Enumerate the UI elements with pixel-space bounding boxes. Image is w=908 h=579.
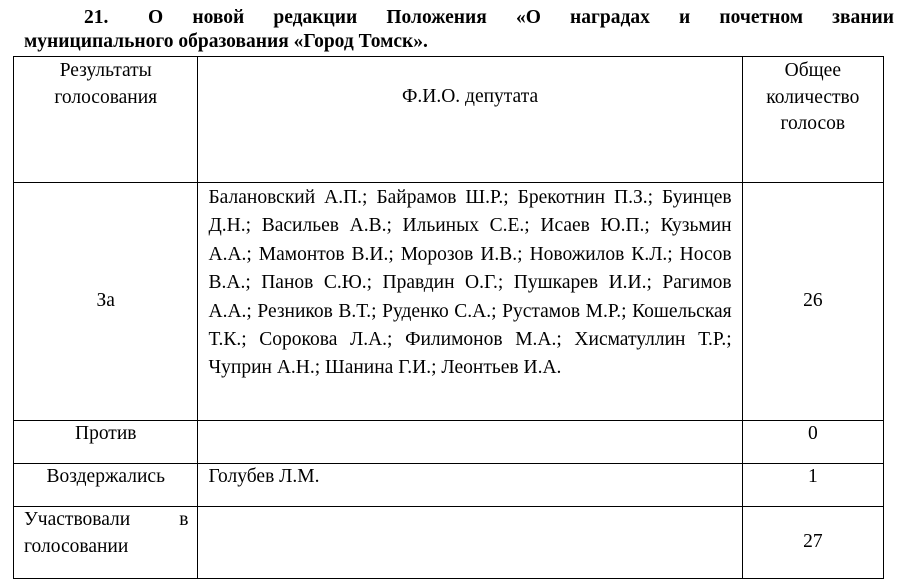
heading-word: наградах xyxy=(570,7,650,28)
table-row xyxy=(14,507,884,579)
heading-word: редакции xyxy=(273,7,358,28)
table-row xyxy=(14,421,884,464)
heading-word: «О xyxy=(515,7,541,28)
result-label: Против xyxy=(14,421,198,464)
table-row xyxy=(14,183,884,421)
heading-word: О xyxy=(148,7,164,28)
heading-line-2: муниципального образования «Город Томск». xyxy=(24,31,428,52)
table-row xyxy=(14,464,884,507)
vote-count: 1 xyxy=(742,464,883,507)
heading-line-1-text xyxy=(148,6,894,30)
vote-count: 27 xyxy=(742,507,883,579)
heading-word: почетном xyxy=(719,7,803,28)
agenda-item-heading xyxy=(24,6,894,54)
header-total-votes: Общее количество голосов xyxy=(742,57,883,183)
heading-word: и xyxy=(678,7,691,28)
deputy-names: Балановский А.П.; Байрамов Ш.Р.; Брекотнин П.З.; Буинцев Д.Н.; Васильев А.В.; Ильиных С.Е.; Исаев Ю.П.; Кузьмин А.А.; Мамонтов В.И.; Морозов И.В.; Новожилов К.Л.; Носов В.А.; Панов С.Ю.; Правдин О.Г.; Пушкарев И.И.; Рагимов А.А.; Резников В.Т.; Руденко С.А.; Рустамов М.Р.; Кошельская Т.К.; Сорокова Л.А.; Филимонов М.А.; Хисматуллин Т.Р.; Чуприн А.Н.; Шанина Г.И.; Леонтьев И.А. xyxy=(198,183,742,421)
voting-results-table xyxy=(13,56,884,579)
header-deputy-name: Ф.И.О. депутата xyxy=(198,57,742,183)
agenda-item-number: 21. xyxy=(84,7,109,28)
heading-word: звании xyxy=(832,7,894,28)
deputy-names: Голубев Л.М. xyxy=(198,464,742,507)
deputy-names xyxy=(198,421,742,464)
result-label: Участвовали в голосовании xyxy=(14,507,198,579)
heading-word: новой xyxy=(192,7,245,28)
deputy-names xyxy=(198,507,742,579)
result-label: За xyxy=(14,183,198,421)
vote-count: 26 xyxy=(742,183,883,421)
table-header-row xyxy=(14,57,884,183)
vote-count: 0 xyxy=(742,421,883,464)
header-voting-results: Результаты голосования xyxy=(14,57,198,183)
heading-line-1 xyxy=(24,6,894,30)
result-label: Воздержались xyxy=(14,464,198,507)
heading-word: Положения xyxy=(386,7,487,28)
